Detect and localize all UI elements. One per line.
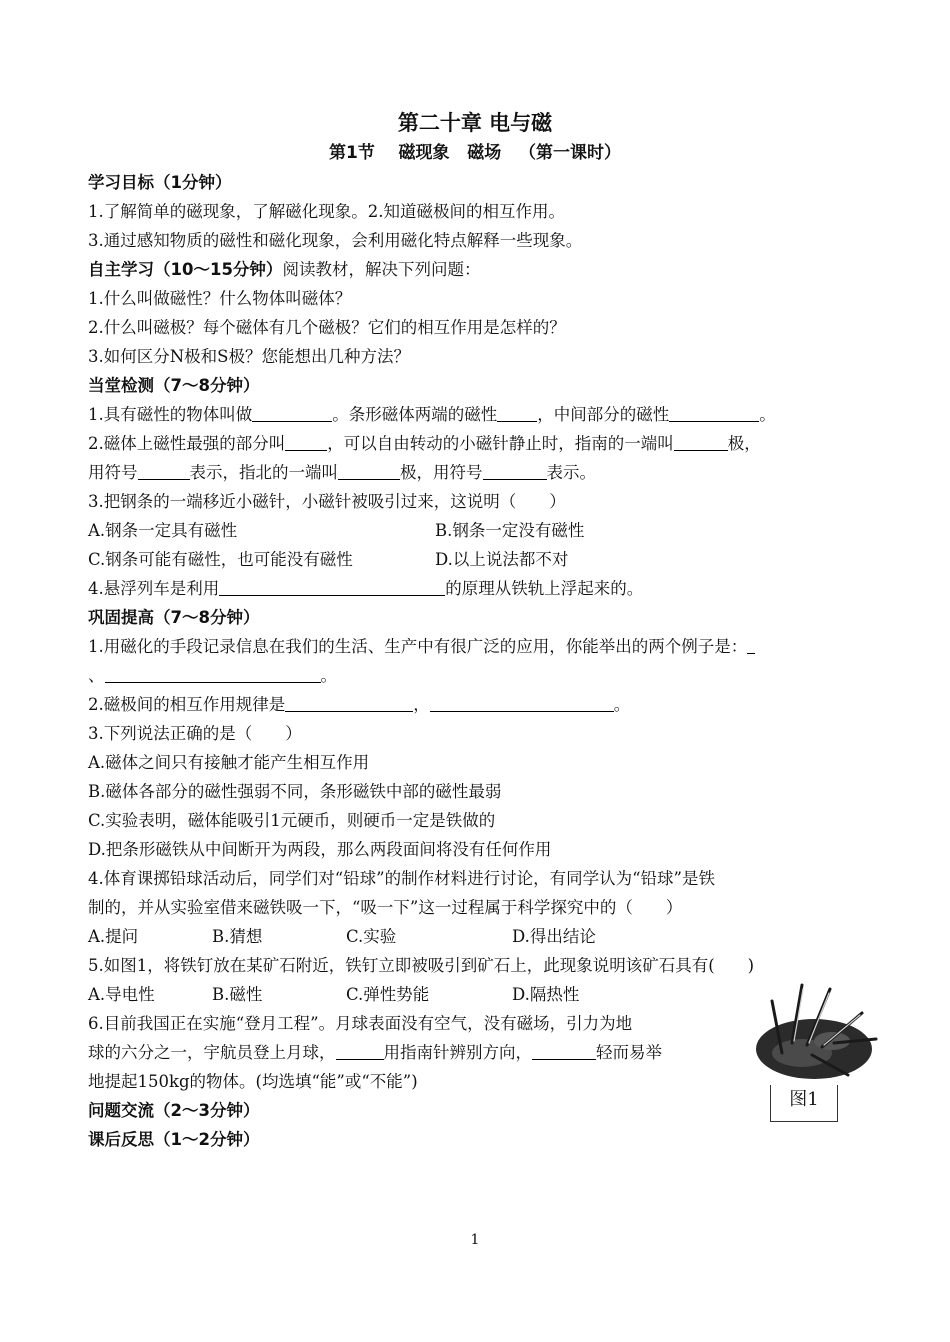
option-d: D.以上说法都不对 (435, 550, 569, 569)
question-text: 用符号 (88, 463, 138, 482)
option-d: D.把条形磁铁从中间断开为两段，那么两段面间将没有任何作用 (88, 840, 552, 859)
consolidate-question-4: 4.体育课掷铅球活动后，同学们对“铅球”的制作材料进行讨论，有同学认为“铅球”是铁 (88, 869, 715, 888)
question-text: 极，用符号 (400, 463, 483, 482)
goal-item: 1.了解简单的磁现象，了解磁化现象。2.知道磁极间的相互作用。 (88, 202, 565, 221)
option-c: C.实验表明，磁体能吸引1元硬币，则硬币一定是铁做的 (88, 811, 496, 830)
check-question-3: 3.把钢条的一端移近小磁针，小磁针被吸引过来，这说明（ ） (88, 492, 566, 511)
figure-caption: 图1 (770, 1085, 838, 1122)
check-question-1 (88, 400, 878, 429)
question-text: 极， (727, 434, 761, 453)
option-b: B.磁性 (212, 985, 263, 1004)
self-study-heading-line (88, 255, 878, 284)
question-text: 的原理从铁轨上浮起来的。 (445, 579, 644, 598)
check-question-2-cont (88, 458, 878, 487)
question-text: ，可以自由转动的小磁针静止时，指南的一端叫 (327, 434, 674, 453)
answer-blank[interactable] (430, 693, 614, 712)
option-a: A.磁体之间只有接触才能产生相互作用 (88, 753, 370, 772)
answer-blank[interactable] (285, 693, 413, 712)
goals-heading: 学习目标（1分钟） (88, 173, 232, 192)
question-text: 球的六分之一，宇航员登上月球， (88, 1043, 336, 1062)
question-text: 。 (613, 695, 631, 714)
option-d: D.得出结论 (512, 927, 596, 946)
answer-blank[interactable] (483, 461, 547, 480)
check-question-2 (88, 429, 878, 458)
option-a: A.提问 (88, 927, 139, 946)
option-c: C.弹性势能 (346, 985, 430, 1004)
goal-item: 3.通过感知物质的磁性和磁化现象，会利用磁化特点解释一些现象。 (88, 231, 583, 250)
option-d: D.隔热性 (512, 985, 580, 1004)
answer-blank[interactable] (532, 1041, 596, 1060)
question-text: ， (413, 695, 430, 714)
self-study-item: 3.如何区分N极和S极？您能想出几种方法？ (88, 347, 410, 366)
answer-blank[interactable] (219, 577, 445, 596)
self-study-item: 2.什么叫磁极？每个磁体有几个磁极？它们的相互作用是怎样的？ (88, 318, 566, 337)
option-a: A.钢条一定具有磁性 (88, 521, 238, 540)
consolidate-question-1-cont (88, 661, 878, 690)
consolidate-question-1 (88, 632, 878, 661)
option-b: B.钢条一定没有磁性 (435, 521, 585, 540)
answer-blank[interactable] (497, 403, 537, 422)
self-study-heading: 自主学习（10～15分钟） (88, 260, 283, 279)
question-text: 。 (759, 405, 776, 424)
answer-blank[interactable] (674, 432, 728, 451)
answer-blank[interactable] (336, 1041, 384, 1060)
answer-blank[interactable] (747, 635, 755, 654)
question-text: ，中间部分的磁性 (537, 405, 670, 424)
consolidate-question-6-cont (88, 1038, 738, 1067)
question-text: 表示，指北的一端叫 (189, 463, 338, 482)
question-text: 4.悬浮列车是利用 (88, 579, 220, 598)
page-number: 1 (470, 1232, 480, 1248)
section-subtitle: 第1节 磁现象 磁场 （第一课时） (328, 143, 621, 163)
consolidate-question-5: 5.如图1，将铁钉放在某矿石附近，铁钉立即被吸引到矿石上，此现象说明该矿石具有( ) (88, 956, 755, 975)
options-row (88, 545, 878, 574)
self-study-item: 1.什么叫做磁性？什么物体叫磁体？ (88, 289, 352, 308)
question-text: 。 (320, 666, 337, 685)
self-study-instruction: 阅读教材，解决下列问题： (282, 260, 481, 279)
option-c: C.钢条可能有磁性，也可能没有磁性 (88, 550, 353, 569)
consolidate-question-2 (88, 690, 878, 719)
ore-with-nails-figure (752, 983, 882, 1083)
question-text: 轻而易举 (596, 1043, 662, 1062)
consolidate-heading: 巩固提高（7～8分钟） (88, 608, 260, 627)
answer-blank[interactable] (338, 461, 400, 480)
chapter-title: 第二十章 电与磁 (397, 111, 553, 135)
question-text: 表示。 (546, 463, 596, 482)
question-text: 1.用磁化的手段记录信息在我们的生活、生产中有很广泛的应用，你能举出的两个例子是： (88, 637, 748, 656)
question-text: 2.磁体上磁性最强的部分叫 (88, 434, 286, 453)
answer-blank[interactable] (138, 461, 190, 480)
question-text: 。条形磁体两端的磁性 (332, 405, 498, 424)
question-text: 用指南针辨别方向， (383, 1043, 532, 1062)
reflection-heading: 课后反思（1～2分钟） (88, 1130, 260, 1149)
check-heading: 当堂检测（7～8分钟） (88, 376, 260, 395)
question-text: 、 (88, 666, 105, 685)
answer-blank[interactable] (105, 664, 321, 683)
consolidate-question-3: 3.下列说法正确的是（ ） (88, 724, 302, 743)
option-b: B.磁体各部分的磁性强弱不同，条形磁铁中部的磁性最弱 (88, 782, 502, 801)
options-row (88, 516, 878, 545)
option-b: B.猜想 (212, 927, 263, 946)
question-text: 2.磁极间的相互作用规律是 (88, 695, 286, 714)
answer-blank[interactable] (669, 403, 759, 422)
answer-blank[interactable] (285, 432, 327, 451)
consolidate-question-6: 6.目前我国正在实施“登月工程”。月球表面没有空气，没有磁场，引力为地 (88, 1014, 633, 1033)
question-text: 1.具有磁性的物体叫做 (88, 405, 253, 424)
exchange-heading: 问题交流（2～3分钟） (88, 1101, 260, 1120)
check-question-4 (88, 574, 878, 603)
answer-blank[interactable] (252, 403, 332, 422)
consolidate-question-6-end: 地提起150kg的物体。(均选填“能”或“不能”) (88, 1072, 418, 1091)
option-c: C.实验 (346, 927, 397, 946)
consolidate-question-4-cont: 制的，并从实验室借来磁铁吸一下，“吸一下”这一过程属于科学探究中的（ ） (88, 898, 683, 917)
option-a: A.导电性 (88, 985, 155, 1004)
